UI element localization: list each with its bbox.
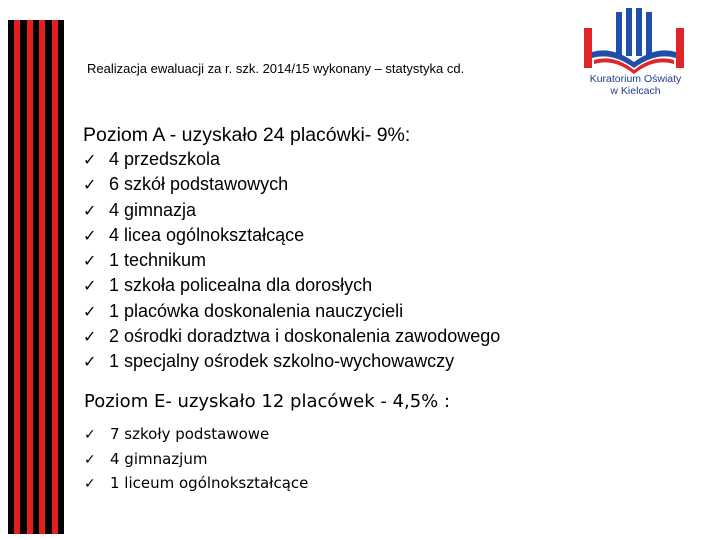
list-item-text: 1 liceum ogólnokształcące — [110, 474, 309, 492]
list-item-text: 6 szkół podstawowych — [109, 174, 289, 195]
list-item-text: 1 technikum — [109, 250, 207, 271]
level-e-section — [84, 389, 450, 497]
slide-title: Realizacja ewaluacji za r. szk. 2014/15 wykonany – statystyka cd. — [87, 61, 465, 76]
checkmark-icon: ✓ — [83, 276, 97, 296]
list-item-text: 1 specjalny ośrodek szkolno-wychowawczy — [109, 351, 455, 372]
list-item — [83, 273, 500, 298]
list-item — [83, 248, 500, 273]
checkmark-icon: ✓ — [84, 476, 96, 492]
logo-caption: Kuratorium Oświaty w Kielcach — [589, 73, 682, 97]
checkmark-icon: ✓ — [83, 301, 97, 321]
checkmark-icon: ✓ — [83, 200, 97, 220]
list-item — [83, 324, 500, 349]
list-item-text: 4 przedszkola — [109, 149, 221, 169]
checkmark-icon: ✓ — [83, 150, 97, 169]
checkmark-icon: ✓ — [83, 327, 97, 347]
list-item — [83, 172, 500, 197]
list-item-text: 1 placówka doskonalenia nauczycieli — [109, 300, 404, 321]
checkmark-icon: ✓ — [84, 427, 96, 443]
list-item-text: 4 licea ogólnokształcące — [109, 224, 305, 245]
checkmark-icon: ✓ — [83, 352, 97, 372]
level-e-list — [84, 423, 450, 497]
checkmark-icon: ✓ — [83, 175, 97, 195]
list-item-text: 1 szkoła policealna dla dorosłych — [109, 275, 373, 296]
list-item — [84, 472, 450, 497]
stripe — [58, 20, 64, 534]
list-item — [83, 223, 500, 248]
list-item-text: 7 szkoły podstawowe — [110, 425, 270, 443]
level-a-heading: Poziom A - uzyskało 24 placówki- 9%: — [83, 124, 411, 146]
checkmark-icon: ✓ — [83, 251, 97, 271]
list-item — [83, 349, 500, 374]
list-item — [83, 147, 500, 172]
checkmark-icon: ✓ — [84, 451, 96, 468]
list-item — [84, 423, 450, 448]
level-a-list — [83, 147, 500, 375]
list-item — [83, 198, 500, 223]
list-item — [83, 299, 500, 324]
list-item — [84, 448, 450, 473]
list-item-text: 2 ośrodki doradztwa i doskonalenia zawodowego — [109, 326, 501, 347]
list-item-text: 4 gimnazjum — [110, 449, 208, 468]
level-a-section — [83, 123, 500, 375]
decorative-stripes — [8, 20, 64, 534]
level-e-heading: Poziom E- uzyskało 12 placówek - 4,5% : — [84, 391, 451, 412]
list-item-text: 4 gimnazja — [109, 199, 197, 220]
checkmark-icon: ✓ — [83, 225, 97, 245]
